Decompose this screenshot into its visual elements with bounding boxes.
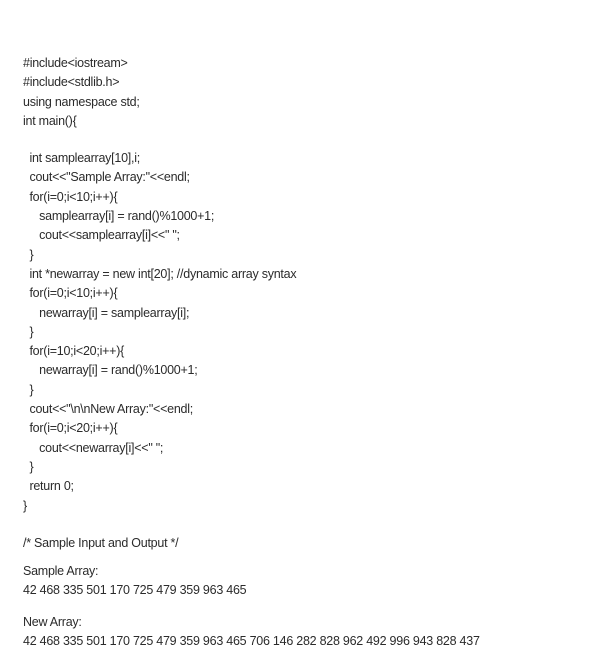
code-line: int main(){ — [23, 113, 77, 128]
code-line: samplearray[i] = rand()%1000+1; — [23, 209, 215, 224]
code-line: cout<<"Sample Array:"<<endl; — [23, 170, 190, 185]
sample-array-label: Sample Array: — [23, 564, 99, 579]
code-line: return 0; — [23, 479, 74, 494]
new-array-values: 42 468 335 501 170 725 479 359 963 465 706 146 282 828 962 492 996 943 828 437 — [23, 634, 480, 649]
code-line: cout<<"\n\nNew Array:"<<endl; — [23, 402, 193, 417]
sample-array-values: 42 468 335 501 170 725 479 359 963 465 — [23, 583, 247, 598]
document-content — [23, 54, 603, 651]
code-line: for(i=10;i<20;i++){ — [23, 344, 125, 359]
code-line: } — [23, 324, 34, 339]
code-line: } — [23, 382, 34, 397]
code-line: int *newarray = new int[20]; //dynamic array syntax — [23, 266, 297, 281]
code-line: #include<iostream> — [23, 56, 128, 70]
sample-array-output — [23, 562, 603, 601]
code-line: for(i=0;i<20;i++){ — [23, 421, 118, 436]
code-line: newarray[i] = samplearray[i]; — [23, 305, 190, 320]
code-line: newarray[i] = rand()%1000+1; — [23, 363, 198, 378]
code-body — [23, 149, 603, 516]
code-header — [23, 54, 603, 131]
io-comment: /* Sample Input and Output */ — [23, 535, 179, 550]
new-array-output — [23, 613, 603, 652]
code-line: int samplearray[10],i; — [23, 151, 140, 166]
new-array-label: New Array: — [23, 614, 82, 629]
code-line: #include<stdlib.h> — [23, 75, 120, 90]
code-line: cout<<newarray[i]<<" "; — [23, 440, 164, 455]
code-line: for(i=0;i<10;i++){ — [23, 286, 118, 301]
code-line: for(i=0;i<10;i++){ — [23, 189, 118, 204]
code-line: } — [23, 498, 27, 513]
code-line: } — [23, 459, 34, 474]
code-line: } — [23, 247, 34, 262]
io-comment-section — [23, 534, 603, 553]
code-line: using namespace std; — [23, 94, 140, 109]
code-line: cout<<samplearray[i]<<" "; — [23, 228, 180, 243]
